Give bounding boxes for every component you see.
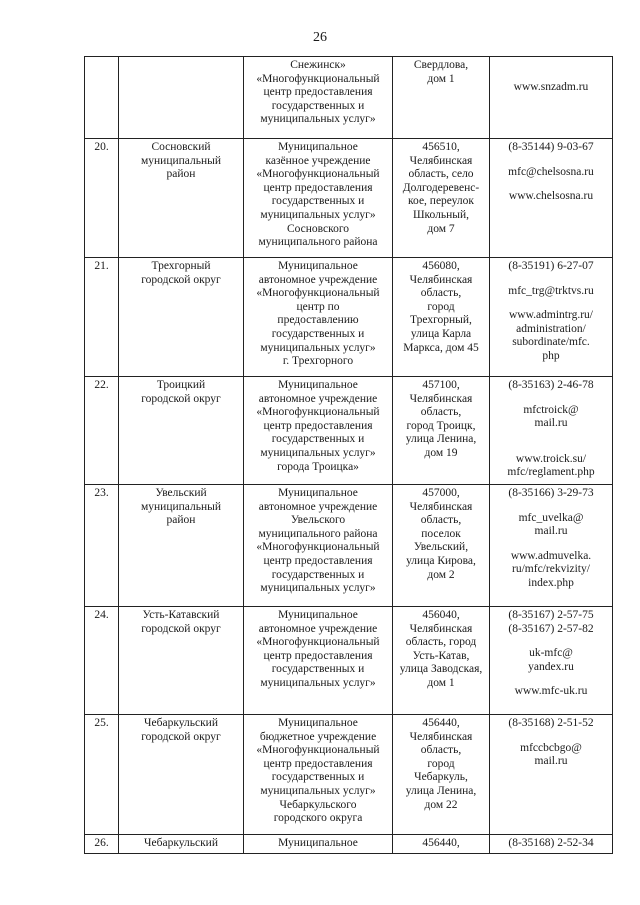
table-row: [85, 377, 613, 485]
address-line: Долгодеревенс-: [402, 181, 480, 194]
municipality-line: Сосновский: [151, 141, 211, 153]
organization-line: центр предоставления: [263, 554, 373, 567]
address-line: улица Кирова,: [406, 554, 476, 567]
organization-line: государственных и: [271, 663, 365, 676]
organization-line: Муниципальное: [278, 379, 358, 391]
contacts-line: mail.ru: [534, 417, 568, 430]
line-gap: [493, 70, 609, 81]
contacts-line: (8-35166) 3-29-73: [508, 487, 594, 499]
organization-line: Снежинск»: [290, 59, 346, 71]
table-row: [85, 715, 613, 835]
row-number: 23.: [85, 485, 119, 607]
address-line: город: [427, 300, 455, 313]
page-number: 26: [313, 30, 327, 45]
contacts-line: ru/mfc/rekvizity/: [512, 563, 590, 576]
contacts-line: (8-35168) 2-52-34: [508, 837, 594, 849]
contacts-cell: [490, 57, 613, 139]
organization-line: муниципального района: [258, 236, 378, 249]
address-line: Челябинская: [409, 154, 473, 167]
contacts-line: index.php: [528, 576, 574, 589]
address-line: 456440,: [422, 837, 460, 849]
line-gap: [493, 179, 609, 190]
address-cell: [393, 835, 490, 854]
row-number: 26.: [85, 835, 119, 854]
contacts-line: (8-35167) 2-57-75: [508, 609, 594, 621]
address-line: город: [427, 757, 455, 770]
municipality-line: городской округ: [141, 730, 221, 743]
row-number: 22.: [85, 377, 119, 485]
municipality-cell: [119, 139, 244, 258]
organization-cell: [244, 57, 393, 139]
organization-cell: [244, 607, 393, 715]
line-gap: [493, 393, 609, 404]
line-gap: [493, 674, 609, 685]
address-line: Челябинская: [409, 273, 473, 286]
line-gap: [493, 155, 609, 166]
contacts-line: www.admuvelka.: [510, 549, 592, 562]
organization-line: г. Трехгорного: [282, 355, 354, 368]
municipality-cell: [119, 835, 244, 854]
address-line: дом 7: [427, 222, 455, 235]
address-line: улица Заводская,: [399, 663, 483, 676]
contacts-line: www.chelsosna.ru: [508, 190, 594, 203]
address-line: дом 19: [424, 446, 458, 459]
organization-line: муниципальных услуг»: [260, 676, 376, 689]
organization-line: «Многофункциональный: [256, 287, 380, 300]
municipality-cell: [119, 715, 244, 835]
address-line: 456440,: [422, 717, 460, 729]
municipality-line: городской округ: [141, 273, 221, 286]
contacts-line: www.mfc-uk.ru: [514, 685, 588, 698]
table-row: [85, 139, 613, 258]
contacts-cell: [490, 715, 613, 835]
address-line: область,: [420, 406, 462, 419]
municipality-line: Увельский: [155, 487, 207, 499]
municipality-cell: [119, 57, 244, 139]
contacts-line: mfc@chelsosna.ru: [508, 165, 594, 178]
line-gap: [493, 442, 609, 453]
address-line: дом 22: [424, 798, 458, 811]
address-cell: [393, 607, 490, 715]
organization-line: «Многофункциональный: [256, 636, 380, 649]
organization-line: Муниципальное: [278, 260, 358, 272]
contacts-line: uk-mfc@: [529, 647, 573, 660]
mfc-registry-table: [84, 56, 613, 854]
organization-line: муниципального района: [258, 527, 378, 540]
contacts-line: www.troick.su/: [515, 452, 587, 465]
contacts-cell: [490, 835, 613, 854]
contacts-line: mfctroick@: [523, 403, 579, 416]
contacts-line: (8-35168) 2-51-52: [508, 717, 594, 729]
line-gap: [493, 59, 609, 70]
organization-line: государственных и: [271, 433, 365, 446]
organization-line: Сосновского: [286, 222, 350, 235]
organization-line: бюджетное учреждение: [259, 730, 377, 743]
organization-line: города Троицка»: [277, 460, 359, 473]
organization-line: казённое учреждение: [265, 154, 371, 167]
address-line: улица Карла: [410, 327, 472, 340]
municipality-line: городской округ: [141, 622, 221, 635]
municipality-line: Усть-Катавский: [142, 609, 220, 621]
contacts-line: (8-35167) 2-57-82: [508, 622, 594, 635]
address-line: 457100,: [422, 379, 460, 391]
address-line: область,: [420, 287, 462, 300]
contacts-line: mfc_trg@trktvs.ru: [508, 284, 594, 297]
address-line: дом 2: [427, 568, 455, 581]
organization-cell: [244, 715, 393, 835]
address-line: Челябинская: [409, 622, 473, 635]
address-cell: [393, 258, 490, 377]
address-line: Маркса, дом 45: [403, 341, 479, 354]
address-line: Челябинская: [409, 500, 473, 513]
organization-cell: [244, 258, 393, 377]
address-line: область,: [420, 744, 462, 757]
contacts-line: www.admintrg.ru/: [508, 309, 593, 322]
address-line: область, город: [405, 636, 477, 649]
line-gap: [493, 274, 609, 285]
organization-line: государственных и: [271, 568, 365, 581]
address-line: Школьный,: [412, 208, 470, 221]
table-row: [85, 258, 613, 377]
municipality-line: городской округ: [141, 392, 221, 405]
municipality-line: район: [166, 514, 196, 527]
organization-line: автономное учреждение: [258, 622, 378, 635]
row-number: 20.: [85, 139, 119, 258]
address-line: улица Ленина,: [405, 784, 477, 797]
contacts-cell: [490, 139, 613, 258]
organization-line: центр предоставления: [263, 649, 373, 662]
organization-line: муниципальных услуг»: [260, 784, 376, 797]
contacts-line: (8-35163) 2-46-78: [508, 379, 594, 391]
row-number: 21.: [85, 258, 119, 377]
organization-line: автономное учреждение: [258, 273, 378, 286]
address-line: кое, переулок: [408, 195, 474, 208]
organization-line: Муниципальное: [278, 609, 358, 621]
contacts-cell: [490, 607, 613, 715]
contacts-line: (8-35144) 9-03-67: [508, 141, 594, 153]
organization-line: «Многофункциональный: [256, 168, 380, 181]
organization-line: городского округа: [273, 812, 363, 825]
organization-line: предоставлению: [277, 314, 359, 327]
table-row: [85, 485, 613, 607]
municipality-line: муниципальный: [140, 500, 222, 513]
table-row: [85, 57, 613, 139]
municipality-cell: [119, 607, 244, 715]
contacts-line: yandex.ru: [528, 660, 574, 673]
line-gap: [493, 539, 609, 550]
organization-line: автономное учреждение: [258, 392, 378, 405]
address-line: Трехгорный,: [410, 314, 472, 327]
municipality-cell: [119, 377, 244, 485]
address-line: область,: [420, 514, 462, 527]
address-line: Челябинская: [409, 730, 473, 743]
row-number: 25.: [85, 715, 119, 835]
line-gap: [493, 431, 609, 442]
organization-line: «Многофункциональный: [256, 72, 380, 85]
contacts-line: mfccbcbgo@: [520, 741, 582, 754]
contacts-line: php: [542, 349, 560, 362]
contacts-line: www.snzadm.ru: [513, 81, 589, 93]
municipality-cell: [119, 258, 244, 377]
address-line: Увельский,: [413, 541, 469, 554]
organization-line: Муниципальное: [278, 717, 358, 729]
organization-line: Муниципальное: [278, 141, 358, 153]
municipality-line: Трехгорный: [151, 260, 211, 272]
contacts-line: mail.ru: [534, 755, 568, 768]
address-line: Челябинская: [409, 392, 473, 405]
organization-line: государственных и: [271, 771, 365, 784]
contacts-cell: [490, 377, 613, 485]
organization-line: «Многофункциональный: [256, 541, 380, 554]
organization-line: Муниципальное: [278, 487, 358, 499]
organization-cell: [244, 485, 393, 607]
table-row: [85, 835, 613, 854]
organization-line: центр предоставления: [263, 757, 373, 770]
organization-line: «Многофункциональный: [256, 406, 380, 419]
address-line: 456510,: [422, 141, 460, 153]
contacts-line: (8-35191) 6-27-07: [508, 260, 594, 272]
municipality-line: Чебаркульский: [144, 837, 218, 849]
address-line: 456040,: [422, 609, 460, 621]
organization-line: центр предоставления: [263, 181, 373, 194]
organization-cell: [244, 139, 393, 258]
address-cell: [393, 57, 490, 139]
organization-line: центр по: [296, 300, 340, 313]
organization-line: Муниципальное: [278, 837, 358, 849]
organization-line: Увельского: [290, 514, 346, 527]
municipality-line: район: [166, 168, 196, 181]
organization-line: государственных и: [271, 99, 365, 112]
address-line: дом 1: [427, 72, 455, 85]
organization-line: государственных и: [271, 195, 365, 208]
municipality-line: Троицкий: [156, 379, 206, 391]
organization-line: муниципальных услуг»: [260, 208, 376, 221]
address-line: улица Ленина,: [405, 433, 477, 446]
contacts-line: mfc/reglament.php: [507, 466, 595, 479]
line-gap: [493, 298, 609, 309]
organization-line: Чебаркульского: [279, 798, 357, 811]
municipality-line: Чебаркульский: [144, 717, 218, 729]
organization-line: государственных и: [271, 327, 365, 340]
organization-cell: [244, 377, 393, 485]
address-line: дом 1: [427, 676, 455, 689]
organization-line: муниципальных услуг»: [260, 446, 376, 459]
contacts-line: mail.ru: [534, 525, 568, 538]
organization-line: муниципальных услуг»: [260, 113, 376, 126]
organization-line: муниципальных услуг»: [260, 582, 376, 595]
organization-line: «Многофункциональный: [256, 744, 380, 757]
line-gap: [493, 636, 609, 647]
organization-line: центр предоставления: [263, 419, 373, 432]
address-line: 456080,: [422, 260, 460, 272]
address-cell: [393, 139, 490, 258]
organization-line: муниципальных услуг»: [260, 341, 376, 354]
table-row: [85, 607, 613, 715]
address-line: город Троицк,: [406, 419, 476, 432]
address-line: поселок: [421, 527, 461, 540]
contacts-line: mfc_uvelka@: [518, 511, 584, 524]
address-line: Усть-Катав,: [412, 649, 470, 662]
registry-body: [85, 57, 613, 854]
address-cell: [393, 377, 490, 485]
address-cell: [393, 715, 490, 835]
row-number: [85, 57, 119, 139]
address-line: область, село: [408, 168, 474, 181]
line-gap: [493, 731, 609, 742]
contacts-cell: [490, 485, 613, 607]
contacts-cell: [490, 258, 613, 377]
address-cell: [393, 485, 490, 607]
contacts-line: administration/: [516, 322, 586, 335]
line-gap: [493, 501, 609, 512]
row-number: 24.: [85, 607, 119, 715]
contacts-line: subordinate/mfc.: [512, 336, 590, 349]
address-line: Чебаркуль,: [414, 771, 468, 784]
municipality-cell: [119, 485, 244, 607]
organization-line: автономное учреждение: [258, 500, 378, 513]
organization-cell: [244, 835, 393, 854]
address-line: Свердлова,: [413, 59, 469, 71]
municipality-line: муниципальный: [140, 154, 222, 167]
organization-line: центр предоставления: [263, 86, 373, 99]
address-line: 457000,: [422, 487, 460, 499]
